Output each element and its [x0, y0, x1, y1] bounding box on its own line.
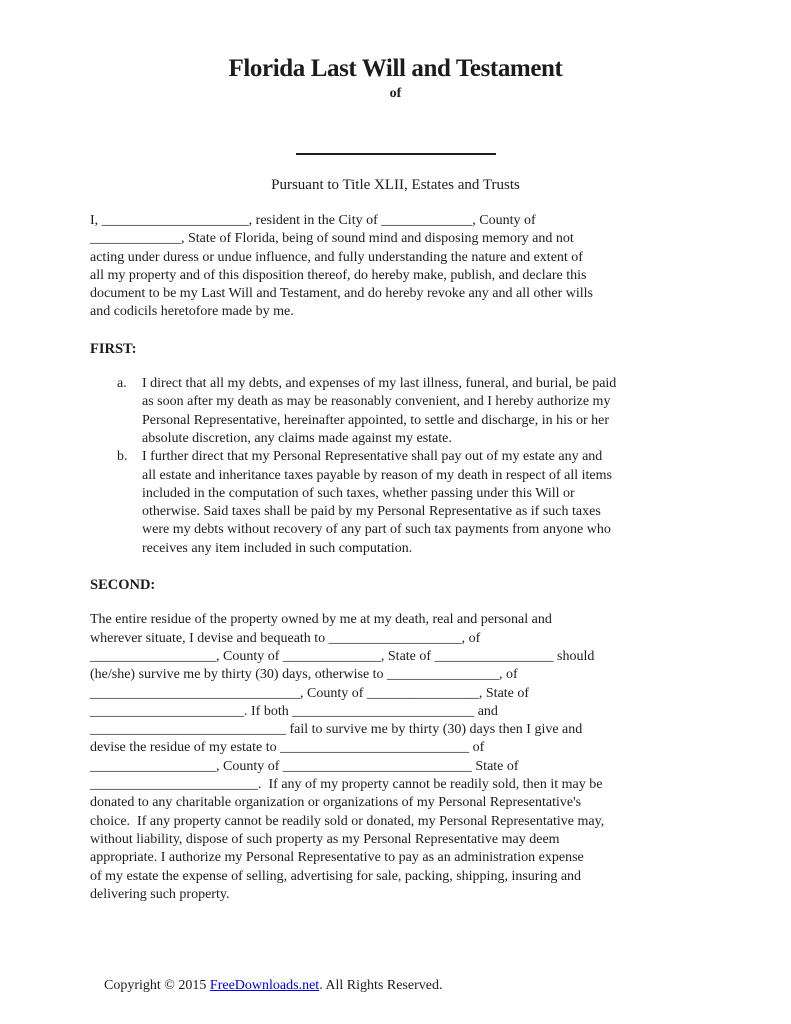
text-line: appropriate. I authorize my Personal Representative to pay as an administration expense: [90, 850, 584, 866]
text-line: donated to any charitable organization or organizations of my Personal Representative's: [90, 795, 582, 811]
text-line: otherwise. Said taxes shall be paid by my Personal Representative as if such taxes: [142, 504, 601, 520]
pursuant-statement: Pursuant to Title XLII, Estates and Trusts: [271, 177, 520, 193]
document-title: Florida Last Will and Testament: [228, 55, 563, 82]
text-line: __________________, County of ___________________________ State of: [90, 758, 519, 774]
residue-paragraph: [90, 611, 706, 904]
list-item-a: [117, 375, 706, 448]
text-line: without liability, dispose of such property as my Personal Representative may deem: [90, 831, 560, 847]
text-line: (he/she) survive me by thirty (30) days, otherwise to ________________, of: [90, 667, 518, 683]
first-section-list: [117, 375, 706, 558]
text-line: _____________, State of Florida, being of sound mind and disposing memory and not: [90, 231, 574, 247]
text-line: delivering such property.: [90, 886, 230, 902]
text-line: as soon after my death as may be reasonably convenient, and I hereby authorize my: [142, 394, 611, 410]
list-item-a-text: [142, 375, 616, 448]
text-line: of my estate the expense of selling, advertising for sale, packing, shipping, insuring and: [90, 868, 582, 884]
list-marker-a: a.: [117, 376, 127, 392]
intro-paragraph: [90, 212, 706, 322]
list-item-b: [117, 448, 706, 558]
text-line: I direct that all my debts, and expenses of my last illness, funeral, and burial, be paid: [142, 376, 617, 392]
document-subtitle-of: of: [389, 86, 402, 101]
text-line: The entire residue of the property owned by me at my death, real and personal and: [90, 612, 552, 628]
text-line: all estate and inheritance taxes payable by reason of my death in respect of all items: [142, 467, 612, 483]
text-line: choice. If any property cannot be readily sold or donated, my Personal Representative may,: [90, 813, 605, 829]
text-line: __________________, County of ______________, State of _________________ should: [90, 648, 595, 664]
text-line: receives any item included in such computation.: [142, 540, 413, 556]
text-line: were my debts without recovery of any part of such tax payments from anyone who: [142, 522, 611, 538]
text-line: Personal Representative, hereinafter appointed, to settle and discharge, in his or her: [142, 412, 610, 428]
text-line: ____________________________ fail to survive me by thirty (30) days then I give and: [90, 722, 583, 738]
text-line: wherever situate, I devise and bequeath to ___________________, of: [90, 630, 481, 646]
section-heading-first: FIRST:: [90, 340, 137, 357]
text-line: all my property and of this disposition thereof, do hereby make, publish, and declare this: [90, 267, 587, 283]
text-line: I, _____________________, resident in the City of _____________, County of: [90, 213, 536, 228]
list-item-b-text: [142, 448, 612, 558]
text-line: ______________________. If both __________________________ and: [90, 703, 498, 719]
copyright-suffix: . All Rights Reserved.: [319, 978, 443, 994]
freedownloads-link[interactable]: FreeDownloads.net: [209, 978, 320, 994]
copyright-line: [90, 959, 706, 1014]
testator-name-blank-line: [296, 153, 496, 155]
copyright-prefix: Copyright © 2015: [104, 978, 210, 994]
text-line: acting under duress or undue influence, and fully understanding the nature and extent of: [90, 249, 583, 265]
text-line: ______________________________, County of ________________, State of: [90, 685, 530, 701]
text-line: I further direct that my Personal Representative shall pay out of my estate any and: [142, 449, 603, 465]
text-line: document to be my Last Will and Testament, and do hereby revoke any and all other wills: [90, 286, 593, 302]
text-line: and codicils heretofore made by me.: [90, 304, 294, 320]
text-line: devise the residue of my estate to ___________________________ of: [90, 740, 485, 756]
list-marker-b: b.: [117, 449, 128, 465]
text-line: absolute discretion, any claims made against my estate.: [142, 430, 452, 446]
section-heading-second: SECOND:: [90, 577, 156, 594]
text-line: ________________________. If any of my property cannot be readily sold, then it may be: [90, 777, 603, 793]
text-line: included in the computation of such taxes, whether passing under this Will or: [142, 485, 575, 501]
